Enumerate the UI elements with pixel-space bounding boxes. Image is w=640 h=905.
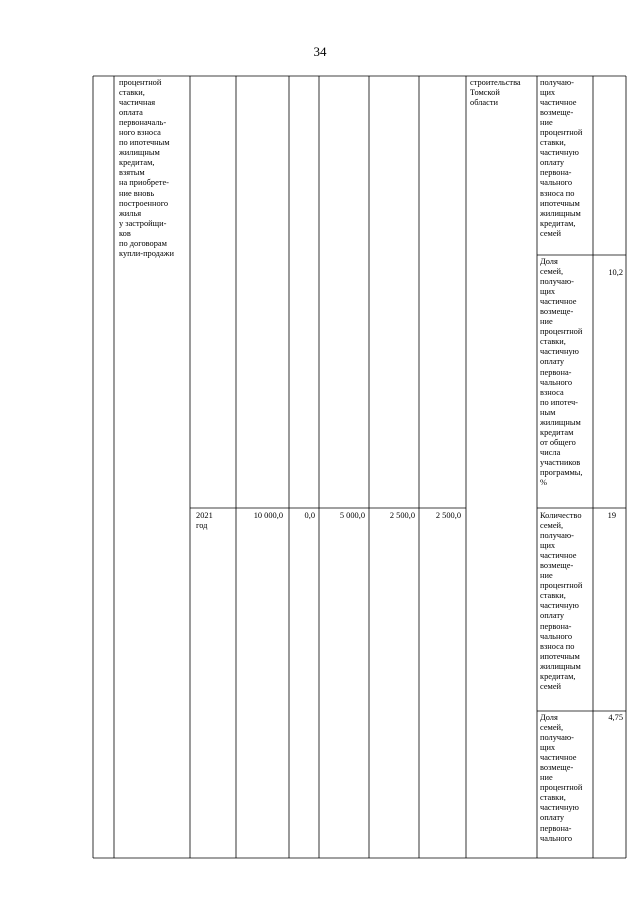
local-2021: 2 500,0 <box>389 511 415 520</box>
indicator-families-share: Доля семей, получаю- щих частичное возмеще- ние процентной ставки, частичную оплату первона- чального взноса по ипотеч- ным жилищным кредитам от общего числа участников программы, % <box>540 257 583 488</box>
extra-2021: 2 500,0 <box>435 511 461 520</box>
indicator-families-share-2021: Доля семей, получаю- щих частичное возмеще- ние процентной ставки, частичную оплату первона- чального <box>540 713 583 843</box>
regional-2021: 5 000,0 <box>339 511 365 520</box>
indicator-value-share: 10,2 <box>608 268 623 277</box>
federal-2021: 0,0 <box>304 511 315 520</box>
page-number: 34 <box>313 44 327 59</box>
year-2021: 2021 год <box>196 511 213 531</box>
indicator-value-share-2021: 4,75 <box>608 713 623 722</box>
indicator-families-count-2021: Количество семей, получаю- щих частичное возмеще- ние процентной ставки, частичную оплату первона- чального взноса по ипотечным жилищным кредитам, семей <box>540 511 583 691</box>
indicator-families-count-cont: получаю- щих частичное возмеще- ние процентной ставки, частичную оплату первона- чального взноса по ипотечным жилищным кредитам, семей <box>540 78 583 238</box>
indicator-value-count-2021: 19 <box>607 511 616 520</box>
total-2021: 10 000,0 <box>253 511 283 520</box>
executor-text: строительства Томской области <box>470 78 521 108</box>
measure-purpose-text: процентной ставки, частичная оплата первоначаль- ного взноса по ипотечным жилищным кредитам, взятым на приобрете- ние вновь построенного жилья у застройщи- ков по договорам купли-продажи <box>119 78 174 258</box>
